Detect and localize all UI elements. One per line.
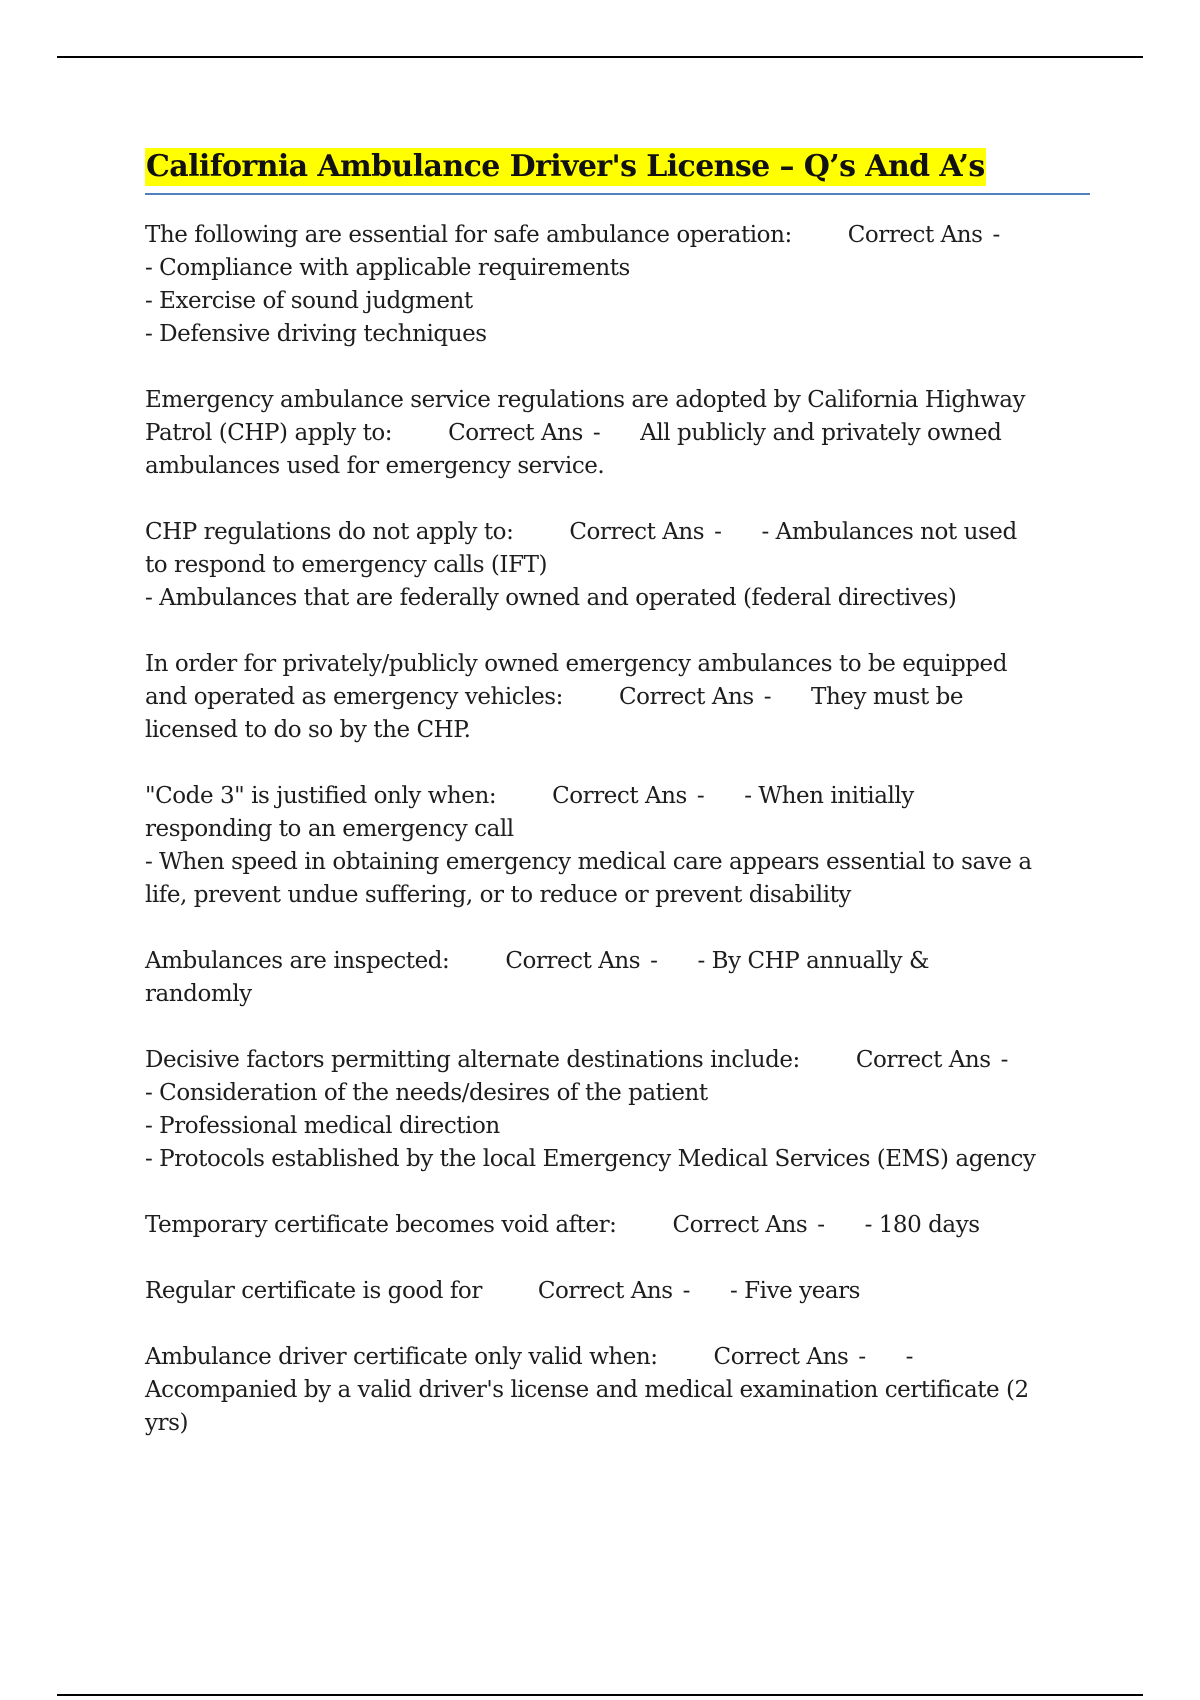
answer-text: - — [905, 1344, 913, 1370]
qa-item: Ambulances are inspected: Correct Ans - - By CHP annually & randomly — [145, 945, 1090, 1011]
answer-text: - Ambulances not used — [761, 519, 1017, 545]
answer-text: yrs) — [145, 1410, 188, 1436]
page-title: California Ambulance Driver's License – Q’s And A’s — [146, 149, 985, 184]
answer-text: to respond to emergency calls (IFT) — [145, 552, 547, 578]
question-text: In order for privately/publicly owned emergency ambulances to be equipped — [145, 651, 1007, 677]
answer-line: - Consideration of the needs/desires of the patient — [145, 1080, 708, 1106]
question-text: Patrol (CHP) apply to: — [145, 420, 393, 446]
question-text: and operated as emergency vehicles: — [145, 684, 563, 710]
question-text: Emergency ambulance service regulations are adopted by California Highway — [145, 387, 1026, 413]
qa-list — [145, 219, 1090, 1440]
answer-line: - Defensive driving techniques — [145, 321, 487, 347]
answer-text: licensed to do so by the CHP. — [145, 717, 471, 743]
answer-marker: Correct Ans — [713, 1344, 849, 1370]
answer-line: - Exercise of sound judgment — [145, 288, 473, 314]
answer-text: randomly — [145, 981, 252, 1007]
top-page-rule — [57, 56, 1143, 58]
title-block — [145, 145, 1090, 195]
qa-item: Temporary certificate becomes void after: Correct Ans - - 180 days — [145, 1212, 980, 1238]
answer-line: - Professional medical direction — [145, 1113, 500, 1139]
answer-text: All publicly and privately owned — [640, 420, 1002, 446]
answer-text: - 180 days — [864, 1212, 980, 1238]
question-text: Regular certificate is good for — [145, 1278, 482, 1304]
answer-text: - Five years — [729, 1278, 861, 1304]
question-text: Decisive factors permitting alternate destinations include: — [145, 1047, 800, 1073]
question-text: The following are essential for safe ambulance operation: — [145, 222, 792, 248]
qa-item: Emergency ambulance service regulations are adopted by California Highway Patrol (CHP) apply to: Correct Ans - All publicly and privately owned ambulances used for emergency service. — [145, 384, 1090, 483]
answer-marker: Correct Ans — [672, 1212, 808, 1238]
answer-marker: Correct Ans — [618, 684, 754, 710]
answer-marker: Correct Ans — [569, 519, 705, 545]
qa-item: In order for privately/publicly owned emergency ambulances to be equipped and operated as emergency vehicles: Correct Ans - They must be licensed to do so by the CHP. — [145, 648, 1090, 747]
question-text: CHP regulations do not apply to: — [145, 519, 514, 545]
answer-line: - Compliance with applicable requirements — [145, 255, 630, 281]
answer-marker: Correct Ans — [537, 1278, 673, 1304]
answer-text: They must be — [811, 684, 964, 710]
qa-item: CHP regulations do not apply to: Correct Ans - - Ambulances not used to respond to emergency calls (IFT) - Ambulances that are federally owned and operated (federal directives) — [145, 516, 1090, 615]
answer-marker: Correct Ans — [847, 222, 983, 248]
question-text: Temporary certificate becomes void after: — [145, 1212, 617, 1238]
answer-text: - When speed in obtaining emergency medical care appears essential to save a — [145, 849, 1032, 875]
answer-text: life, prevent undue suffering, or to reduce or prevent disability — [145, 882, 851, 908]
question-text: Ambulances are inspected: — [145, 948, 450, 974]
answer-marker: Correct Ans — [552, 783, 687, 809]
qa-item: Decisive factors permitting alternate destinations include: Correct Ans - - Consideration of the needs/desires of the patient - Professional medical direction - Protocols established by the local Emergency Medical Services (EMS) agency — [145, 1044, 1090, 1176]
answer-line: - Protocols established by the local Emergency Medical Services (EMS) agency — [145, 1146, 1036, 1172]
answer-text: responding to an emergency call — [145, 816, 514, 842]
answer-text: ambulances used for emergency service. — [145, 453, 605, 479]
answer-text: - By CHP annually & — [697, 948, 929, 974]
question-text: Ambulance driver certificate only valid when: — [145, 1344, 658, 1370]
question-text: "Code 3" is justified only when: — [145, 783, 497, 809]
qa-item: Regular certificate is good for Correct Ans - - Five years — [145, 1278, 861, 1304]
qa-item: "Code 3" is justified only when: Correct Ans - - When initially responding to an emergency call - When speed in obtaining emergency medical care appears essential to save a life, prevent undue suffering, or to reduce or prevent disability — [145, 780, 1090, 912]
qa-item: Ambulance driver certificate only valid when: Correct Ans - - Accompanied by a valid driver's license and medical examination certificate (2 yrs) — [145, 1341, 1090, 1440]
answer-marker: Correct Ans — [448, 420, 583, 446]
qa-item: The following are essential for safe ambulance operation: Correct Ans - - Compliance with applicable requirements - Exercise of sound judgment - Defensive driving techniques — [145, 219, 1090, 351]
answer-text: - When initially — [744, 783, 914, 809]
answer-text: - Ambulances that are federally owned and operated (federal directives) — [145, 585, 957, 611]
bottom-page-rule — [57, 1694, 1143, 1696]
answer-marker: Correct Ans — [505, 948, 641, 974]
document-body — [145, 145, 1090, 1473]
answer-text: Accompanied by a valid driver's license and medical examination certificate (2 — [145, 1377, 1029, 1403]
answer-marker: Correct Ans — [855, 1047, 991, 1073]
